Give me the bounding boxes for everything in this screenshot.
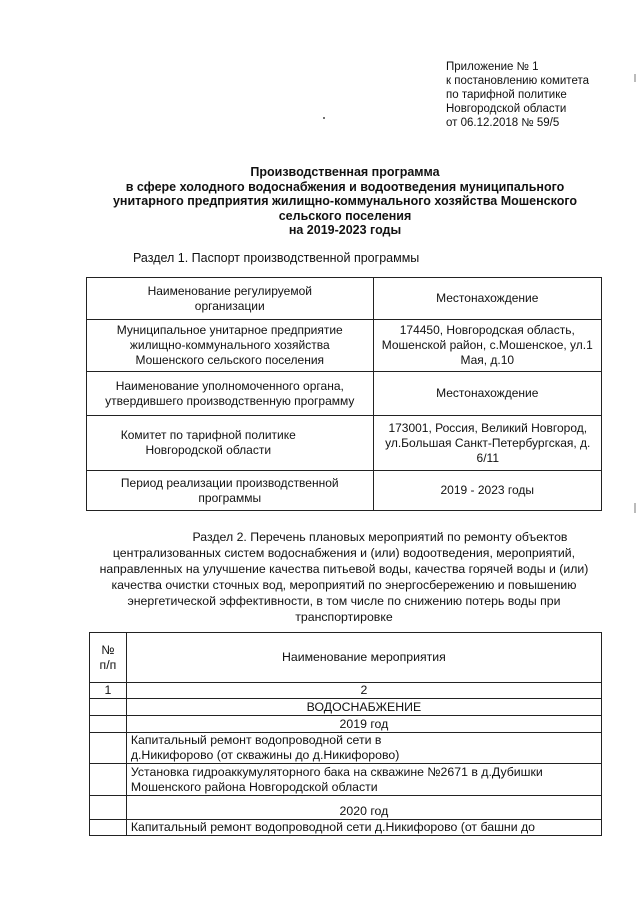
table-cell: [90, 699, 127, 716]
category-row: ВОДОСНАБЖЕНИЕ: [126, 699, 601, 716]
measures-table: [89, 632, 602, 836]
table-row: [87, 320, 602, 372]
table-row: [87, 278, 602, 320]
table-cell: 174450, Новгородская область, Мошенской район, с.Мошенское, ул.1 Мая, д.10: [373, 320, 601, 372]
table-cell: Местонахождение: [373, 278, 601, 320]
appendix-line: от 06.12.2018 № 59/5: [446, 117, 560, 129]
appendix-line: по тарифной политике: [446, 89, 567, 101]
table-row: [90, 699, 602, 716]
year-row: 2020 год: [126, 796, 601, 820]
measure-item: Капитальный ремонт водопроводной сети в д.Никифорово (от скважины до д.Никифорово): [126, 733, 601, 764]
measure-item: Капитальный ремонт водопроводной сети д.Никифорово (от башни до: [126, 820, 601, 836]
appendix-line: Приложение № 1: [446, 61, 539, 73]
section1-heading: Раздел 1. Паспорт производственной программы: [133, 251, 420, 265]
table-row: [90, 764, 602, 796]
table-cell: [90, 820, 127, 836]
table-cell: [90, 764, 127, 796]
table-cell: [90, 733, 127, 764]
table-row: [87, 471, 602, 511]
table-cell: Комитет по тарифной политике Новгородской области: [87, 416, 374, 471]
table-row: [90, 716, 602, 733]
table-cell: Наименование уполномоченного органа, утвердившего производственную программу: [87, 372, 374, 416]
table-cell: [90, 796, 127, 820]
header-name: Наименование мероприятия: [126, 633, 601, 683]
title-line: унитарного предприятия жилищно-коммунального хозяйства Мошенского: [112, 194, 578, 208]
table-row: [90, 796, 602, 820]
document-title: [100, 165, 590, 238]
table-row: [90, 733, 602, 764]
title-line: на 2019-2023 годы: [288, 223, 402, 237]
appendix-line: к постановлению комитета: [446, 75, 589, 87]
appendix-block: [446, 60, 589, 130]
table-cell: Период реализации производственной программы: [87, 471, 374, 511]
title-line: Производственная программа: [250, 165, 440, 179]
header-num: № п/п: [90, 633, 127, 683]
table-cell: Муниципальное унитарное предприятие жилищно-коммунального хозяйства Мошенского сельского поселения: [87, 320, 374, 372]
measure-item: Установка гидроаккумуляторного бака на скважине №2671 в д.Дубишки Мошенского района Новгородской области: [126, 764, 601, 796]
section2-heading: Раздел 2. Перечень плановых мероприятий по ремонту объектов централизованных систем водоснабжения и (или) водоотведения, мероприятий, направленных на улучшение качества питьевой воды, качества горячей воды и (или) качества очистки сточных вод, мероприятий по энергосбережению и повышению энергетической эффективности, в том числе по снижению потерь воды при транспортировке: [99, 530, 589, 624]
table-cell: 173001, Россия, Великий Новгород, ул.Большая Санкт-Петербургская, д. 6/11: [373, 416, 601, 471]
column-number: 2: [126, 683, 601, 699]
table-row: [87, 372, 602, 416]
table-cell: Наименование регулируемой организации: [87, 278, 374, 320]
table-row: [90, 633, 602, 683]
scan-speck: [323, 117, 325, 119]
table-row: [90, 683, 602, 699]
appendix-line: Новгородской области: [446, 103, 567, 115]
table-cell: Местонахождение: [373, 372, 601, 416]
table-row: [90, 820, 602, 836]
table-row: [87, 416, 602, 471]
scan-edge-mark: [634, 74, 636, 82]
column-number: 1: [90, 683, 127, 699]
title-line: сельского поселения: [278, 208, 412, 223]
year-row: 2019 год: [126, 716, 601, 733]
table-cell: [90, 716, 127, 733]
title-line: в сфере холодного водоснабжения и водоотведения муниципального: [125, 179, 565, 194]
passport-table: [86, 277, 602, 511]
scan-edge-mark: [634, 503, 636, 513]
table-cell: 2019 - 2023 годы: [373, 471, 601, 511]
